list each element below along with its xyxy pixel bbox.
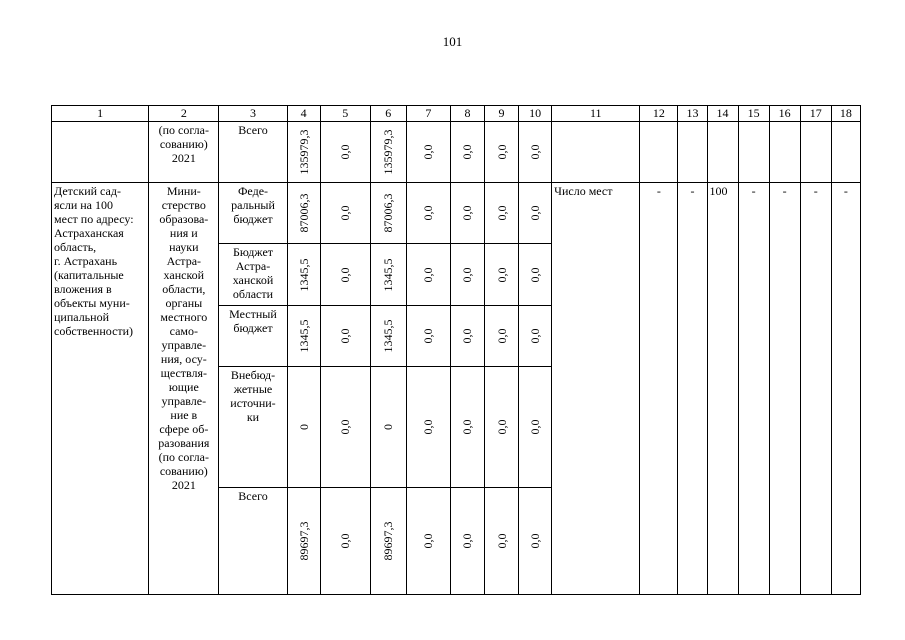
value-cell: [287, 487, 320, 594]
value-text: 0,0: [528, 328, 543, 344]
header-cell: 16: [769, 106, 800, 122]
value-cell: [450, 244, 484, 305]
value-cell: [450, 305, 484, 366]
value-cell: [320, 244, 370, 305]
value-cell: [287, 121, 320, 182]
year-cell: -: [800, 182, 831, 594]
value-text: 0,0: [494, 144, 509, 160]
value-text: 0,0: [338, 267, 353, 283]
year-cell: [678, 121, 707, 182]
header-cell: 14: [707, 106, 738, 122]
year-cell: -: [738, 182, 769, 594]
header-cell: 6: [370, 106, 406, 122]
object-name-cell: Детский сад- ясли на 100 мест по адресу: Астраханская область, г. Астрахань (капитальные вложения в объекты муни- ципальной собственности): [52, 182, 149, 594]
value-text: 0,0: [494, 419, 509, 435]
table-row: [52, 182, 861, 243]
value-cell: [370, 367, 406, 488]
year-cell: -: [769, 182, 800, 594]
value-text: 0,0: [421, 419, 436, 435]
value-text: 0,0: [460, 205, 475, 221]
value-cell: [370, 182, 406, 243]
year-cell: 100: [707, 182, 738, 594]
value-text: 135979,3: [381, 129, 396, 175]
value-cell: [485, 305, 519, 366]
source-cell: Местный бюджет: [219, 305, 287, 366]
value-cell: [370, 305, 406, 366]
value-cell: [370, 487, 406, 594]
value-cell: [519, 182, 552, 243]
value-text: 1345,5: [381, 258, 396, 292]
table-row: [52, 121, 861, 182]
value-cell: [320, 367, 370, 488]
header-cell: 4: [287, 106, 320, 122]
source-cell: Бюджет Астра- ханской области: [219, 244, 287, 305]
value-text: 0,0: [338, 205, 353, 221]
source-cell: Феде- ральный бюджет: [219, 182, 287, 243]
value-text: 0: [296, 423, 311, 430]
value-text: 0,0: [528, 419, 543, 435]
source-cell: Всего: [219, 487, 287, 594]
value-cell: [406, 244, 450, 305]
header-cell: 7: [406, 106, 450, 122]
value-cell: [519, 121, 552, 182]
value-text: 0: [381, 423, 396, 430]
header-row: [52, 106, 861, 122]
header-cell: 5: [320, 106, 370, 122]
value-text: 89697,3: [296, 521, 311, 561]
value-text: 0,0: [421, 144, 436, 160]
header-cell: 10: [519, 106, 552, 122]
value-cell: [320, 182, 370, 243]
value-text: 1345,5: [296, 258, 311, 292]
object-name-cell: [52, 121, 149, 182]
value-cell: [450, 121, 484, 182]
header-cell: 2: [149, 106, 219, 122]
value-text: 0,0: [338, 328, 353, 344]
year-cell: [800, 121, 831, 182]
value-cell: [320, 487, 370, 594]
year-cell: [738, 121, 769, 182]
header-cell: 18: [831, 106, 860, 122]
value-text: 1345,5: [381, 319, 396, 353]
value-text: 87006,3: [296, 193, 311, 233]
value-text: 0,0: [494, 533, 509, 549]
value-cell: [485, 244, 519, 305]
header-cell: 1: [52, 106, 149, 122]
value-text: 0,0: [460, 144, 475, 160]
value-cell: [320, 121, 370, 182]
value-cell: [287, 182, 320, 243]
value-cell: [450, 367, 484, 488]
header-cell: 8: [450, 106, 484, 122]
page-number: 101: [442, 34, 463, 49]
value-cell: [287, 367, 320, 488]
value-cell: [406, 305, 450, 366]
value-text: 0,0: [421, 328, 436, 344]
value-text: 0,0: [460, 328, 475, 344]
value-cell: [519, 244, 552, 305]
year-cell: [769, 121, 800, 182]
value-text: 0,0: [528, 144, 543, 160]
value-cell: [450, 182, 484, 243]
value-cell: [485, 487, 519, 594]
value-cell: [406, 121, 450, 182]
year-cell: -: [831, 182, 860, 594]
value-cell: [370, 244, 406, 305]
value-text: 0,0: [338, 533, 353, 549]
header-cell: 13: [678, 106, 707, 122]
executor-cell: (по согла- сованию) 2021: [149, 121, 219, 182]
header-cell: 17: [800, 106, 831, 122]
value-text: 0,0: [338, 419, 353, 435]
indicator-cell: Число мест: [552, 182, 640, 594]
value-text: 0,0: [421, 533, 436, 549]
header-cell: 12: [640, 106, 678, 122]
value-text: 0,0: [494, 328, 509, 344]
value-cell: [519, 487, 552, 594]
header-cell: 9: [485, 106, 519, 122]
value-cell: [406, 487, 450, 594]
year-cell: -: [678, 182, 707, 594]
value-text: 89697,3: [381, 521, 396, 561]
value-text: 0,0: [421, 205, 436, 221]
year-cell: [831, 121, 860, 182]
value-text: 0,0: [494, 267, 509, 283]
header-cell: 11: [552, 106, 640, 122]
value-cell: [287, 244, 320, 305]
value-text: 0,0: [338, 144, 353, 160]
value-text: 0,0: [494, 205, 509, 221]
value-cell: [519, 305, 552, 366]
value-text: 1345,5: [296, 319, 311, 353]
year-cell: -: [640, 182, 678, 594]
header-cell: 3: [219, 106, 287, 122]
value-text: 0,0: [528, 267, 543, 283]
value-cell: [519, 367, 552, 488]
budget-table: [51, 105, 861, 595]
value-text: 0,0: [460, 419, 475, 435]
year-cell: [640, 121, 678, 182]
value-cell: [485, 182, 519, 243]
value-cell: [406, 367, 450, 488]
executor-cell: Мини- стерство образова- ния и науки Астра- ханской области, органы местного само- управле- ния, осу- ществля- ющие управле- ние в сфере об- разования (по согла- сованию) 2021: [149, 182, 219, 594]
value-text: 0,0: [528, 205, 543, 221]
header-cell: 15: [738, 106, 769, 122]
year-cell: [707, 121, 738, 182]
value-cell: [406, 182, 450, 243]
value-text: 87006,3: [381, 193, 396, 233]
value-text: 135979,3: [296, 129, 311, 175]
value-cell: [450, 487, 484, 594]
value-cell: [287, 305, 320, 366]
value-cell: [485, 367, 519, 488]
value-cell: [320, 305, 370, 366]
source-cell: Внебюд- жетные источни- ки: [219, 367, 287, 488]
value-text: 0,0: [460, 267, 475, 283]
indicator-cell: [552, 121, 640, 182]
value-text: 0,0: [528, 533, 543, 549]
value-text: 0,0: [421, 267, 436, 283]
value-text: 0,0: [460, 533, 475, 549]
value-cell: [485, 121, 519, 182]
source-cell: Всего: [219, 121, 287, 182]
value-cell: [370, 121, 406, 182]
